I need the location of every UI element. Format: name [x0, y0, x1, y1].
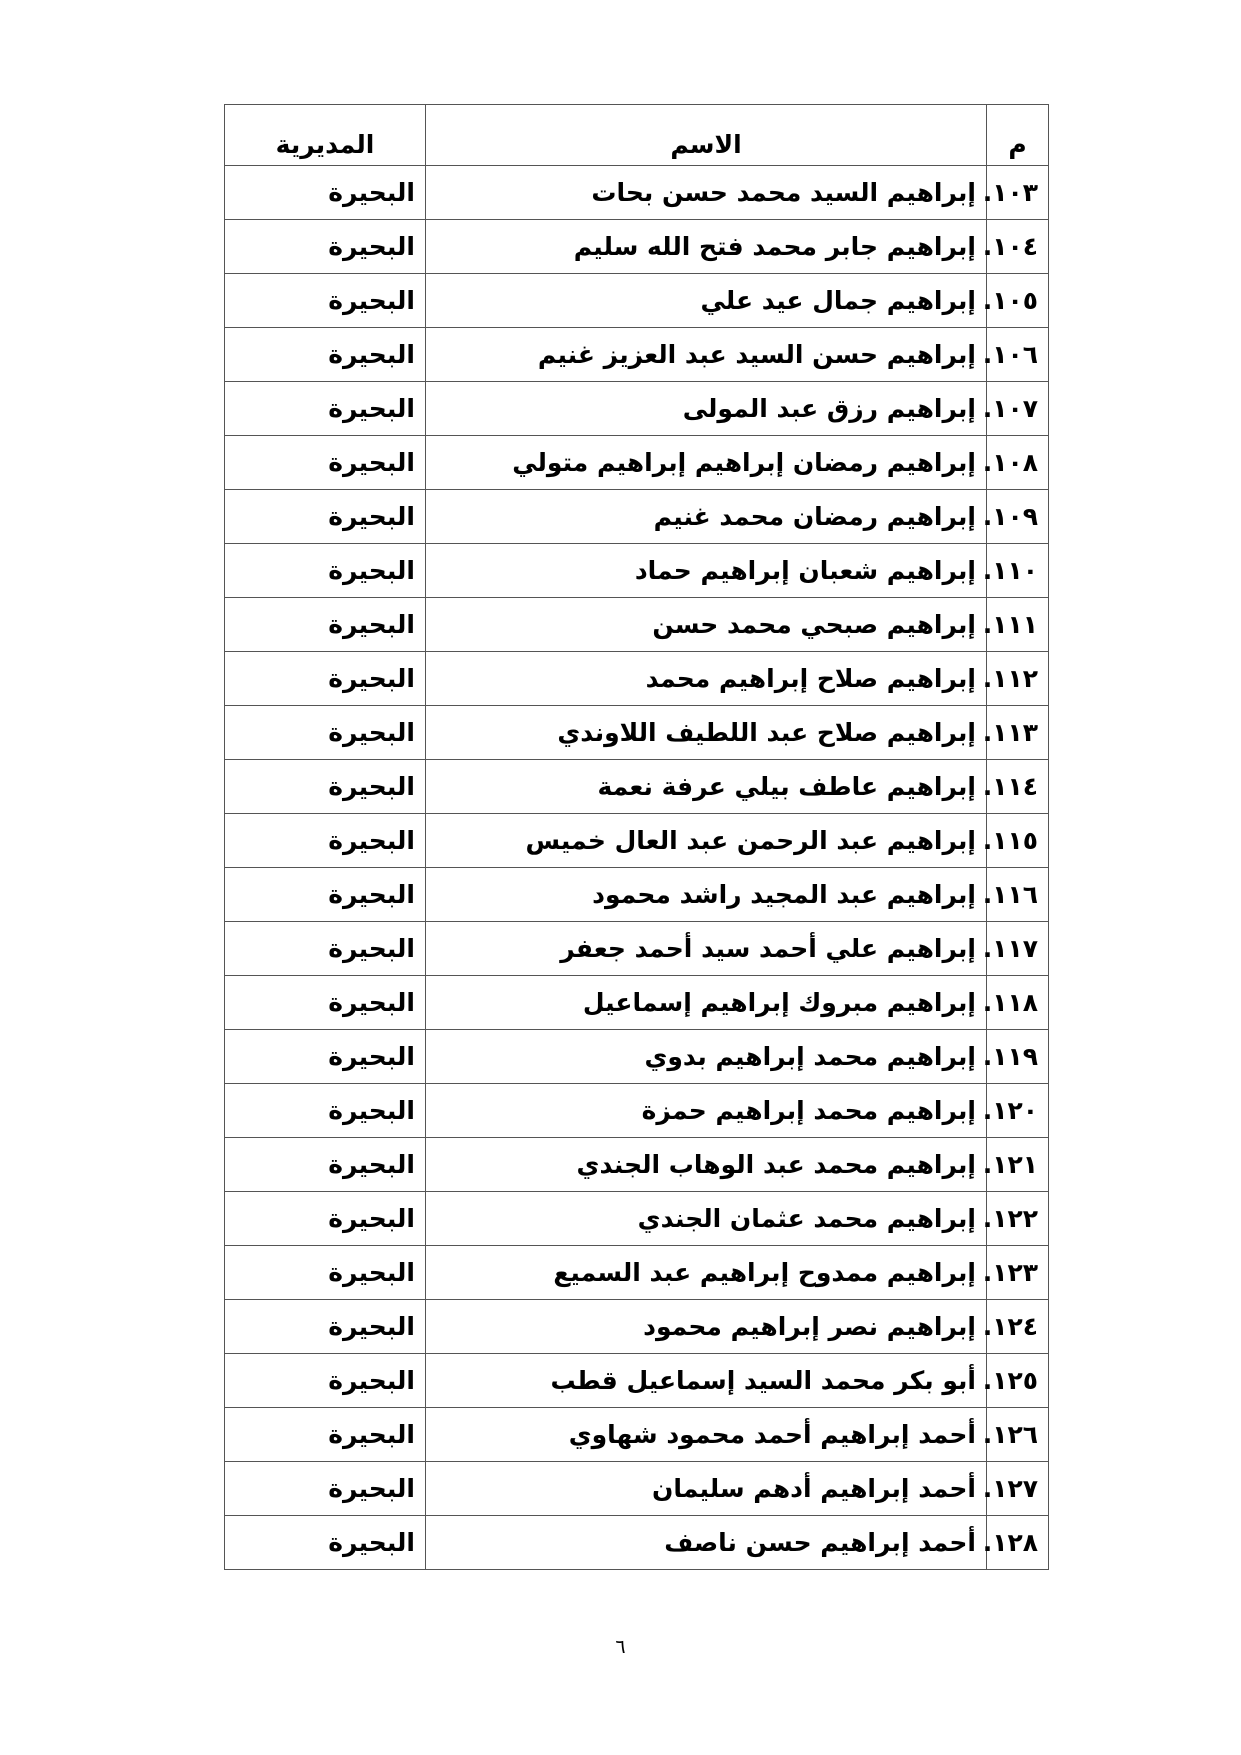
row-directorate: البحيرة [225, 976, 426, 1030]
row-number: ١١٦. [987, 868, 1049, 922]
row-name: إبراهيم محمد عبد الوهاب الجندي [426, 1138, 987, 1192]
row-directorate: البحيرة [225, 1138, 426, 1192]
row-name: إبراهيم رزق عبد المولى [426, 382, 987, 436]
row-directorate: البحيرة [225, 382, 426, 436]
row-number: ١١٣. [987, 706, 1049, 760]
row-directorate: البحيرة [225, 1516, 426, 1570]
row-number: ١٠٣. [987, 166, 1049, 220]
row-name: إبراهيم رمضان محمد غنيم [426, 490, 987, 544]
row-name: إبراهيم صلاح عبد اللطيف اللاوندي [426, 706, 987, 760]
row-name: إبراهيم جمال عيد علي [426, 274, 987, 328]
table-row [225, 1192, 1049, 1246]
row-number: ١١٤. [987, 760, 1049, 814]
table-row [225, 1408, 1049, 1462]
table-row [225, 1354, 1049, 1408]
row-name: إبراهيم شعبان إبراهيم حماد [426, 544, 987, 598]
row-name: إبراهيم عبد الرحمن عبد العال خميس [426, 814, 987, 868]
roster-body [225, 166, 1049, 1570]
row-name: أبو بكر محمد السيد إسماعيل قطب [426, 1354, 987, 1408]
row-directorate: البحيرة [225, 1354, 426, 1408]
row-number: ١١٠. [987, 544, 1049, 598]
row-directorate: البحيرة [225, 706, 426, 760]
row-name: أحمد إبراهيم أحمد محمود شهاوي [426, 1408, 987, 1462]
row-directorate: البحيرة [225, 652, 426, 706]
row-directorate: البحيرة [225, 328, 426, 382]
row-directorate: البحيرة [225, 868, 426, 922]
row-directorate: البحيرة [225, 544, 426, 598]
row-directorate: البحيرة [225, 1462, 426, 1516]
row-name: إبراهيم صبحي محمد حسن [426, 598, 987, 652]
row-name: أحمد إبراهيم حسن ناصف [426, 1516, 987, 1570]
row-number: ١١٨. [987, 976, 1049, 1030]
row-number: ١٢٣. [987, 1246, 1049, 1300]
row-name: إبراهيم السيد محمد حسن بحات [426, 166, 987, 220]
row-directorate: البحيرة [225, 490, 426, 544]
table-row [225, 868, 1049, 922]
row-name: أحمد إبراهيم أدهم سليمان [426, 1462, 987, 1516]
row-name: إبراهيم ممدوح إبراهيم عبد السميع [426, 1246, 987, 1300]
table-row [225, 382, 1049, 436]
row-name: إبراهيم حسن السيد عبد العزيز غنيم [426, 328, 987, 382]
row-number: ١٢٦. [987, 1408, 1049, 1462]
row-name: إبراهيم صلاح إبراهيم محمد [426, 652, 987, 706]
row-directorate: البحيرة [225, 274, 426, 328]
row-name: إبراهيم مبروك إبراهيم إسماعيل [426, 976, 987, 1030]
row-number: ١١٩. [987, 1030, 1049, 1084]
row-number: ١٢٧. [987, 1462, 1049, 1516]
page-number: ٦ [615, 1636, 626, 1658]
row-directorate: البحيرة [225, 166, 426, 220]
table-row [225, 274, 1049, 328]
header-directorate: المديرية [225, 105, 426, 166]
row-number: ١١٢. [987, 652, 1049, 706]
table-row [225, 1462, 1049, 1516]
row-directorate: البحيرة [225, 1246, 426, 1300]
row-number: ١٢٤. [987, 1300, 1049, 1354]
table-row [225, 922, 1049, 976]
table-row [225, 598, 1049, 652]
row-number: ١٠٩. [987, 490, 1049, 544]
header-row [225, 105, 1049, 166]
row-name: إبراهيم عبد المجيد راشد محمود [426, 868, 987, 922]
row-name: إبراهيم محمد عثمان الجندي [426, 1192, 987, 1246]
row-directorate: البحيرة [225, 1192, 426, 1246]
row-number: ١٢٢. [987, 1192, 1049, 1246]
table-row [225, 544, 1049, 598]
table-row [225, 166, 1049, 220]
row-directorate: البحيرة [225, 1300, 426, 1354]
table-row [225, 220, 1049, 274]
table-row [225, 652, 1049, 706]
table-row [225, 1084, 1049, 1138]
table-row [225, 760, 1049, 814]
row-directorate: البحيرة [225, 436, 426, 490]
row-name: إبراهيم نصر إبراهيم محمود [426, 1300, 987, 1354]
row-name: إبراهيم رمضان إبراهيم إبراهيم متولي [426, 436, 987, 490]
table-row [225, 814, 1049, 868]
table-row [225, 1300, 1049, 1354]
row-number: ١٢٠. [987, 1084, 1049, 1138]
table-row [225, 1030, 1049, 1084]
table-row [225, 1138, 1049, 1192]
table-row [225, 328, 1049, 382]
table-row [225, 1516, 1049, 1570]
row-directorate: البحيرة [225, 814, 426, 868]
row-directorate: البحيرة [225, 1408, 426, 1462]
header-name: الاسم [426, 105, 987, 166]
row-name: إبراهيم محمد إبراهيم حمزة [426, 1084, 987, 1138]
row-number: ١١١. [987, 598, 1049, 652]
row-number: ١١٧. [987, 922, 1049, 976]
row-directorate: البحيرة [225, 922, 426, 976]
row-number: ١١٥. [987, 814, 1049, 868]
row-directorate: البحيرة [225, 598, 426, 652]
table-row [225, 436, 1049, 490]
row-number: ١٢٨. [987, 1516, 1049, 1570]
row-number: ١٢١. [987, 1138, 1049, 1192]
row-number: ١٠٧. [987, 382, 1049, 436]
table-row [225, 1246, 1049, 1300]
row-name: إبراهيم عاطف بيلي عرفة نعمة [426, 760, 987, 814]
row-number: ١٠٥. [987, 274, 1049, 328]
row-directorate: البحيرة [225, 1030, 426, 1084]
row-name: إبراهيم محمد إبراهيم بدوي [426, 1030, 987, 1084]
row-number: ١٠٨. [987, 436, 1049, 490]
row-number: ١٠٤. [987, 220, 1049, 274]
row-directorate: البحيرة [225, 760, 426, 814]
row-name: إبراهيم علي أحمد سيد أحمد جعفر [426, 922, 987, 976]
header-number: م [987, 105, 1049, 166]
row-number: ١٢٥. [987, 1354, 1049, 1408]
roster-table [224, 104, 1049, 1570]
row-directorate: البحيرة [225, 1084, 426, 1138]
row-directorate: البحيرة [225, 220, 426, 274]
table-row [225, 490, 1049, 544]
table-row [225, 976, 1049, 1030]
row-name: إبراهيم جابر محمد فتح الله سليم [426, 220, 987, 274]
table-row [225, 706, 1049, 760]
row-number: ١٠٦. [987, 328, 1049, 382]
